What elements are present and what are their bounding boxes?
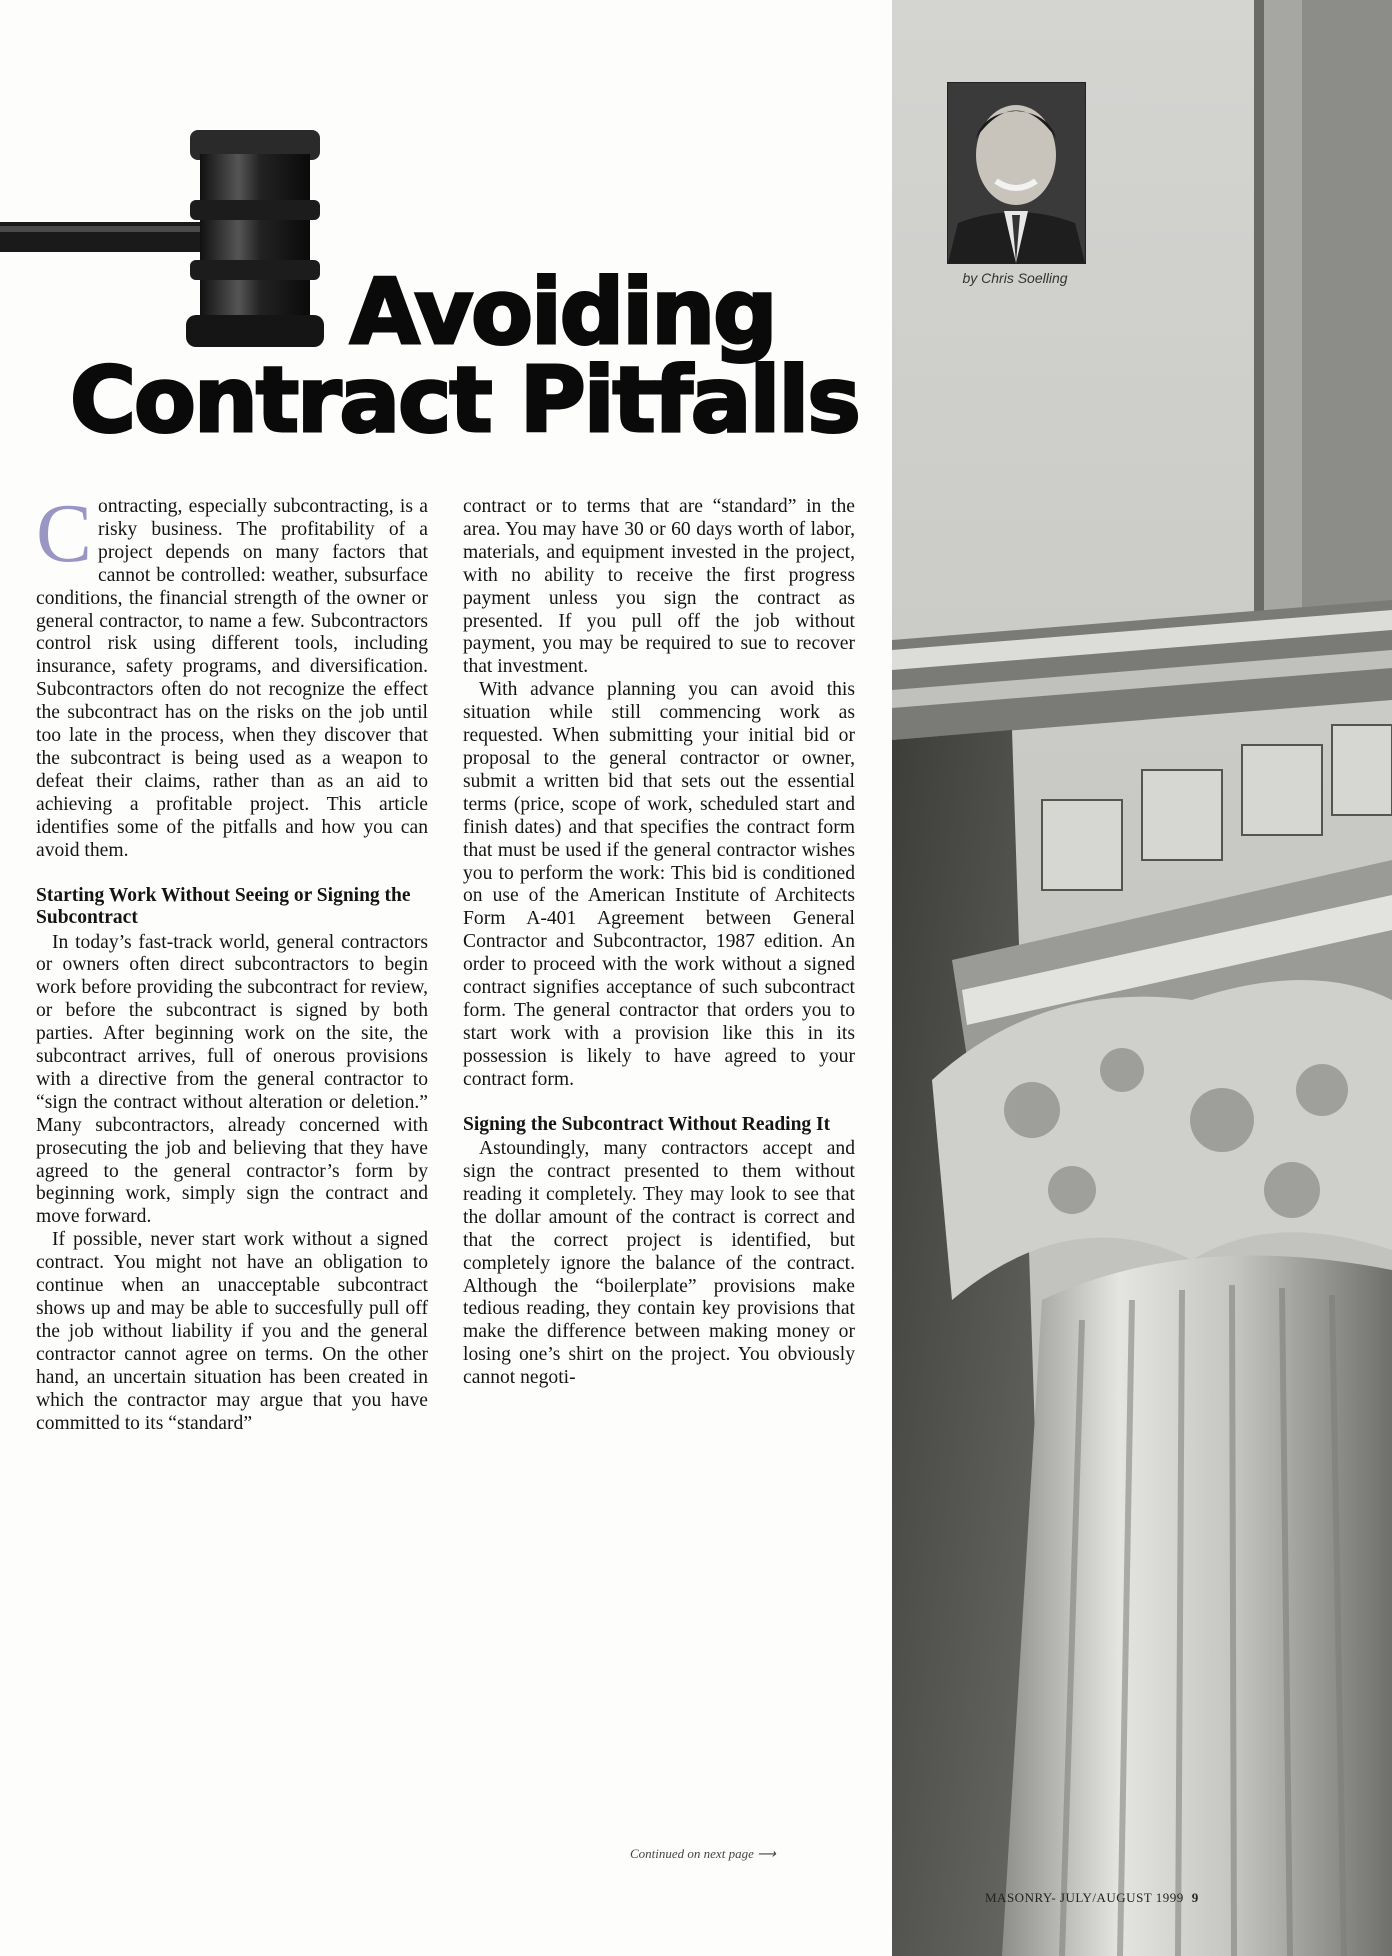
page-number: 9: [1191, 1890, 1199, 1905]
body-paragraph: With advance planning you can avoid this situation while still commencing work as requested. When submitting your initial bid or proposal to the general contractor or owner, submit a written bid that sets out the essential terms (price, scope of work, scheduled start and finish dates) and that specifies the contract form that must be used if the general contractor wishes you to perform the work: This bid is conditioned on use of the American Institute of Architects Form A-401 Agreement between General Contractor and Subcontractor, 1987 edition. An order to proceed with the work without a signed contract signifies acceptance of such subcontract form. The general contractor that orders you to start work with a provision like this in its possession is likely to have agreed to your contract form.: [463, 679, 855, 1090]
title-line-1: Avoiding: [350, 260, 776, 365]
intro-paragraph: [36, 487, 428, 863]
column-illustration: [892, 0, 1392, 1956]
body-paragraph: If possible, never start work without a signed contract. You might not have an obligation to continue when an unacceptable subcontract shows up and may be able to succesfully pull off the job without liability if you and the general contractor cannot agree on terms. On the other hand, an uncertain situation has been created in which the contractor may argue that you have committed to its “standard”: [36, 1229, 428, 1434]
text-column-2: [463, 496, 855, 1390]
section-heading-starting-work: Starting Work Without Seeing or Signing the Subcontract: [36, 884, 411, 928]
body-paragraph: Astoundingly, many contractors accept and sign the contract presented to them without reading it completely. They may look to see that the dollar amount of the contract is correct and that the correct project is identified, but completely ignore the balance of the contract. Although the “boilerplate” provisions make tedious reading, they contain key provisions that make the difference between making money or losing one’s shirt on the project. You obviously cannot negoti-: [463, 1138, 855, 1389]
intro-text: ontracting, especially subcontracting, is a risky business. The profitability of a project depends on many factors that cannot be controlled: weather, subsurface conditions, the financial strength of the owner or general contractor, to name a few. Subcontractors control risk using different tools, including insurance, safety programs, and diversification. Subcontractors often do not recognize the effect the subcontract has on the risks on the job until too late in the process, when they discover that the subcontract is being used as a weapon to defeat their claims, rather than as an aid to achieving a profitable project. This article identifies some of the pitfalls and how you can avoid them.: [36, 496, 428, 861]
author-photo: [947, 82, 1086, 264]
column-photo: [892, 0, 1392, 1956]
text-column-1: [36, 487, 428, 1435]
arrow-right-icon: ⟶: [757, 1846, 776, 1861]
author-portrait: [948, 83, 1085, 263]
footer-issue: MASONRY- JULY/AUGUST 1999: [985, 1890, 1184, 1905]
section-heading-signing-without-reading: Signing the Subcontract Without Reading It: [463, 1113, 831, 1135]
body-paragraph: In today’s fast-track world, general contractors or owners often direct subcontractors to begin work before providing the subcontract for review, or before the subcontract is signed by both parties. After beginning work on the site, the subcontract arrives, full of onerous provisions with a directive from the general contractor to “sign the contract without alteration or deletion.” Many subcontractors, already concerned with prosecuting the job and believing that they have agreed to the general contractor’s form by beginning work, simply sign the contract and move forward.: [36, 931, 428, 1228]
continued-text: Continued on next page: [630, 1846, 754, 1861]
continued-note: [630, 1846, 776, 1862]
body-paragraph: contract or to terms that are “standard” in the area. You may have 30 or 60 days worth of labor, materials, and equipment invested in the project, with no ability to receive the first progress payment unless you sign the contract as presented. If you pull off the job without payment, you may be required to sue to recover that investment.: [463, 496, 855, 678]
page-footer: [985, 1890, 1199, 1906]
author-byline: by Chris Soelling: [962, 270, 1068, 286]
drop-cap: C: [36, 487, 93, 580]
title-line-2: Contract Pitfalls: [70, 348, 859, 453]
gavel-illustration: [0, 130, 360, 350]
